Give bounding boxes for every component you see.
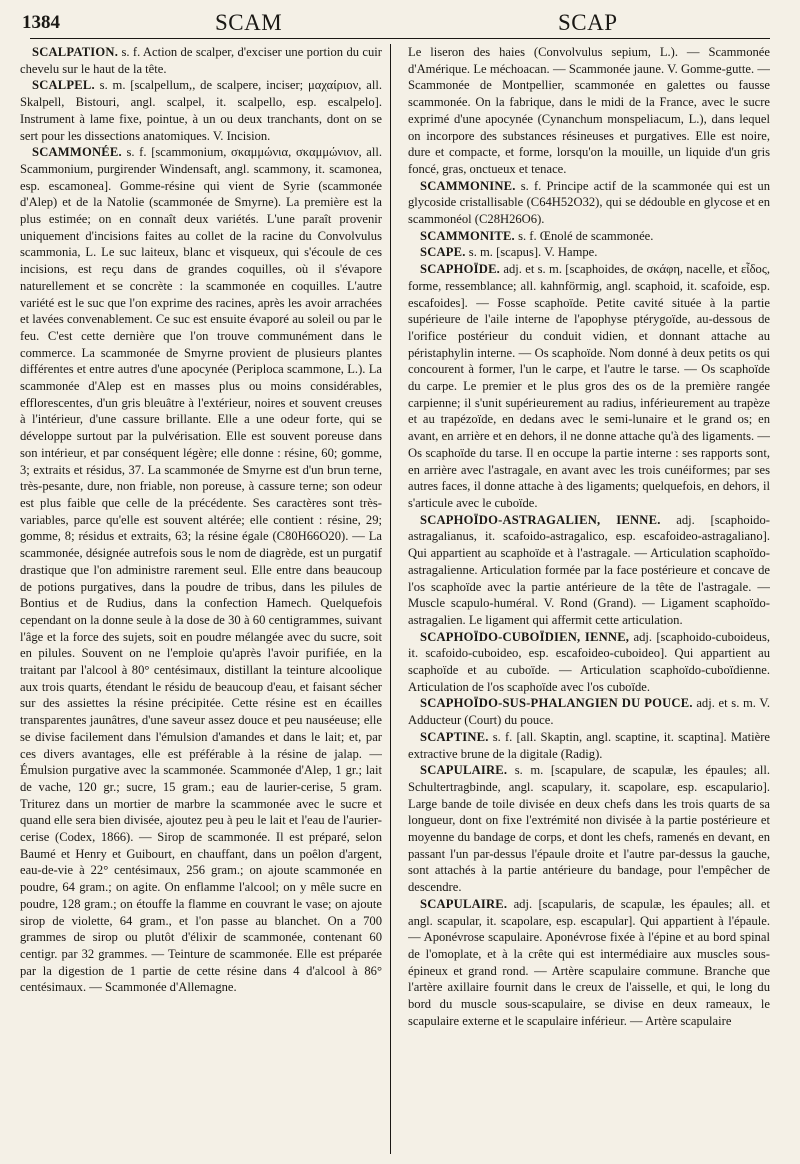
entry-text: adj. [scapularis, de scapulæ, les épaules; all. et angl. scapular, it. scapolare, esp. escapular]. Qui appartient à l'épaule. — Aponévrose scapulaire. Aponévrose fixée à l'épine et au bord spinal de l'omoplate, et à la crête qui est intermédiaire aux muscles sous-épineux et grand rond. — Artère scapulaire commune. Branche que l'artère axillaire fournit dans le creux de l'aisselle, et qui, le long du bord du muscle sous-scapulaire, se divise en deux rameaux, le scapulaire externe et le scapulaire inférieur. — Artère scapulaire: [408, 896, 770, 1028]
headword: SCAMMONINE.: [420, 178, 516, 193]
left-running-head: SCAM: [215, 10, 283, 35]
entry-text: s. f. [scammonium, σκαμμώνια, σκαμμώνιον, all. Scammonium, purgirender Windensaft, angl. scammony, it. scamonea, esp. escamonea]. Gomme-résine qui vient de Syrie (scammonée d'Alep) et de la Natolie (scammonée de Smyrne). La première est la plus estimée; on en connaît deux variétés. L'une paraît provenir uniquement d'incisions faites au collet de la racine du Convolvulus scammonia, L. Le suc laiteux, blanc et visqueux, qui s'écoule de ces incisions, est reçu dans de grandes coquilles, où il s'évapore naturellement et se concrète : la scammonée en coquilles. L'autre variété est le suc que l'on exprime des racines, après les avoir arrachées et lavées convenablement. Ce suc est ensuite évaporé au soleil ou par le feu. C'est cette dernière que l'on trouve communément dans le commerce. La scammonée de Smyrne provient de plusieurs plantes différentes et entre autres d'une apocynée (Periploca scammone, L.). La scammonée d'Alep est en masses plus ou moins considérables, efflorescentes, d'un gris bleuâtre à l'extérieur, noires et souvent creuses à l'intérieur, d'une cassure brillante. Elle a une odeur forte, qui se développe surtout par la pulvérisation. Elle est souvent poreuse dans son intérieur, et par conséquent légère; elle donne : résine, 60; gomme, 3; extraits et résidus, 37. La scammonée de Smyrne est d'un brun terne, très-pesante, dure, non friable, non poreuse, à cassure terne; son odeur est plus faible que celle de la précédente. Ses caractères sont très-variables, parce qu'elle est souvent altérée; elle contient : résine, 29; gomme, 8; résidus et extraits, 63; la résine égale (C80H66O20). — La scammonée, désignée autrefois sous le nom de diagrède, est un purgatif drastique que l'on administre rarement seul. Elle entre dans beaucoup de potions purgatives, dans la poudre de tribus, dans les pilules de Bontius et de Rudius, dans la confection Hamech. Quelquefois cependant on la donne seule à la dose de 30 à 60 centigrammes, suivant l'âge et la force des sujets, soit en poudre mélangée avec du sucre, soit en pilules. Souvent on ne l'emploie qu'après l'avoir purifiée, en la traitant par l'alcool à 80° centésimaux, distillant la teinture alcoolique aux trois quarts, étendant le résidu de beaucoup d'eau, et faisant sécher sur des assiettes la résine précipitée. Cette résine est en écailles transparentes jaunâtres, d'une saveur assez douce et peu nauséeuse; elle se divise facilement dans l'émulsion d'amandes et dans le lait; et, par ces divers avantages, elle est préférable à la résine de jalap. — Émulsion purgative avec la scammonée. Scammonée d'Alep, 1 gr.; lait de vache, 120 gr.; sucre, 15 gram.; eau de laurier-cerise, 5 gram. Triturez dans un mortier de marbre la scammonée avec le sucre et quand elle sera bien divisée, ajoutez peu à peu le lait et l'eau de l'aurier-cerise (Codex, 1866). — Sirop de scammonée. Il est préparé, selon Baumé et Henry et Guibourt, en chauffant, dans un poêlon d'argent, eau-de-vie à 22° centésimaux, 256 gram.; on ajoute scammonée en poudre, 64 gram.; on agite. On enflamme l'alcool; on y mêle sucre en poudre, 128 gram.; on étouffe la flamme en couvrant le vase; on ajoute sirop de violette, 64 gram., et l'on passe au blanchet. On a 700 grammes de sirop ou plutôt d'élixir de scammonée, contenant 60 centigr. par 32 grammes. — Teinture de scammonée. Elle est préparée par la digestion de 1 partie de cette résine dans 4 d'alcool à 86° centésimaux. — Scammonée d'Allemagne.: [20, 145, 382, 995]
running-header: [22, 10, 770, 39]
entry-scaphoido-cuboidien: [408, 629, 770, 696]
headword: SCAPULAIRE.: [420, 896, 508, 911]
entry-scammonee: [20, 144, 382, 996]
entry-scammonine: [408, 178, 770, 228]
entry-scalpation: [20, 44, 382, 77]
page-number: 1384: [22, 12, 60, 33]
entry-text: s. f. Action de scalper, d'exciser une portion du cuir chevelu sur le haut de la tête.: [20, 45, 382, 76]
headword: SCAPULAIRE.: [420, 763, 508, 778]
entry-text: s. f. Principe actif de la scammonée qui est un glycoside cristallisable (C64H52O32), qui se dédouble en glycose et en scammonéol (C28H26O6).: [408, 178, 770, 227]
entry-text: s. m. [scapulare, de scapulæ, les épaules; all. Schultertragbinde, angl. scapulary, it. scapolare, esp. escapulario]. Large bande de toile divisée en deux chefs dans les trois quarts de sa longueur, dont on fixe l'extrémité non divisée à la partie postérieure et moyenne du bandage de corps, et dont les chefs, ramenés en devant, en passant l'un par-dessus l'épaule droite et l'autre par-dessus la gauche, sont attachés à la partie antérieure du bandage, pour l'empêcher de descendre.: [408, 763, 770, 895]
left-column: [20, 44, 382, 1154]
entry-scaphoido-astragalien: [408, 512, 770, 629]
entry-scammonee-continued: [408, 44, 770, 178]
entry-scalpel: [20, 77, 382, 144]
entry-scape: [408, 244, 770, 261]
entry-scaphoido-sus-phalangien: [408, 695, 770, 728]
headword: SCAPE.: [420, 245, 466, 260]
headword: SCAPTINE.: [420, 729, 489, 744]
headword: SCAPHOÏDO-SUS-PHALANGIEN DU POUCE.: [420, 696, 693, 711]
column-divider: [390, 44, 391, 1154]
entry-text: adj. [scaphoido-cuboideus, it. scafoido-cuboideo, esp. escafoideo-cuboideo]. Qui appartient au scaphoïde et au cuboïde. — Articulation scaphoïdo-cuboïdienne. Articulation de l'os scaphoïde avec l'os cuboïde.: [408, 629, 770, 694]
headword: SCALPEL.: [32, 78, 95, 93]
entry-scaptine: [408, 729, 770, 762]
headword: SCAPHOÏDO-CUBOÏDIEN, IENNE,: [420, 629, 630, 644]
entry-text: s. f. [all. Skaptin, angl. scaptine, it. scaptina]. Matière extractive brune de la digitale (Radig).: [408, 729, 770, 761]
entry-text: adj. [scaphoido-astragalianus, it. scafoido-astragalico, esp. escafoideo-astragaliano]. Qui appartient au scaphoïde et à l'astragale. — Articulation scaphoïdo-astragalienne. Articulation formée par la face postérieure et concave de l'os scaphoïde avec la partie antérieure de la tête de l'astragale. — Muscle scapulo-huméral. V. Rond (Grand). — Ligament scaphoïdo-astragalien. Le ligament qui affermit cette articulation.: [408, 512, 770, 627]
entry-text: s. f. Œnolé de scammonée.: [514, 228, 654, 243]
right-running-head: SCAP: [558, 10, 618, 35]
entry-scaphoide: [408, 261, 770, 512]
headword: SCAMMONITE.: [420, 228, 515, 243]
entry-scapulaire-noun: [408, 762, 770, 896]
entry-scammonite: [408, 228, 770, 245]
right-column: [408, 44, 770, 1154]
headword: SCALPATION.: [32, 45, 119, 59]
entry-text: s. m. [scapus]. V. Hampe.: [465, 245, 598, 260]
entry-text: Le liseron des haies (Convolvulus sepium, L.). — Scammonée d'Amérique. Le méchoacan. — Scammonée jaune. V. Gomme-gutte. — Scammonée de Montpellier, scammonée en galettes ou fausse scammonée. On la fabrique, dans le midi de la France, avec le sucre exprimé d'une apocynée (Cynanchum monspeliacum, L.), dans lequel on incorpore des substances résineuses et purgatives. Elle est noire, dure et compacte, et forme, lorsqu'on la mouille, un liquide d'un gris foncé, gras, onctueux et tenace.: [408, 45, 770, 176]
headword: SCAPHOÏDO-ASTRAGALIEN, IENNE.: [420, 512, 661, 527]
entry-scapulaire-adj: [408, 896, 770, 1030]
entry-text: s. m. [scalpellum,, de scalpere, inciser; μαχαίριον, all. Skalpell, Bistouri, angl. scalpel, it. scalpello, esp. escalpelo]. Instrument à lame fixe, pointue, à un ou deux tranchants, dont on se sert pour les dissections anatomiques. V. Incision.: [20, 78, 382, 143]
two-column-body: [20, 44, 770, 1154]
headword: SCAPHOÏDE.: [420, 262, 501, 277]
headword: SCAMMONÉE.: [32, 145, 122, 160]
entry-text: adj. et s. m. [scaphoides, de σκάφη, nacelle, et εἶδος, forme, ressemblance; all. kahnförmig, angl. scaphoid, it. scafoide, esp. escafoides]. — Fosse scaphoïde. Petite cavité située à la partie supérieure de l'aile interne de l'apophyse ptérygoïde, au-dessous de l'orifice postérieur du conduit vidien, et donnant attache au péristaphylin interne. — Os scaphoïde. Nom donné à deux petits os qui concourent à former, l'un le carpe, et l'autre le tarse. — Os scaphoïde du carpe. Le premier et le plus gros des os de la première rangée carpienne; il s'unit supérieurement au radius, inférieurement au trapèze et au trapézoïde, en dedans avec le semi-lunaire et le grand os; en avant, en arrière et en dehors, il ne donne attache qu'à des ligaments. — Os scaphoïde du tarse. Il en occupe la partie interne : ses rapports sont, en arrière avec l'astragale, en avant avec les trois cunéiformes; par ses autres faces, il donne attache à des ligaments; quelquefois, en dehors, il s'articule avec le cuboïde.: [408, 262, 770, 510]
entry-text: adj. et s. m. V. Adducteur (Court) du pouce.: [408, 696, 770, 728]
